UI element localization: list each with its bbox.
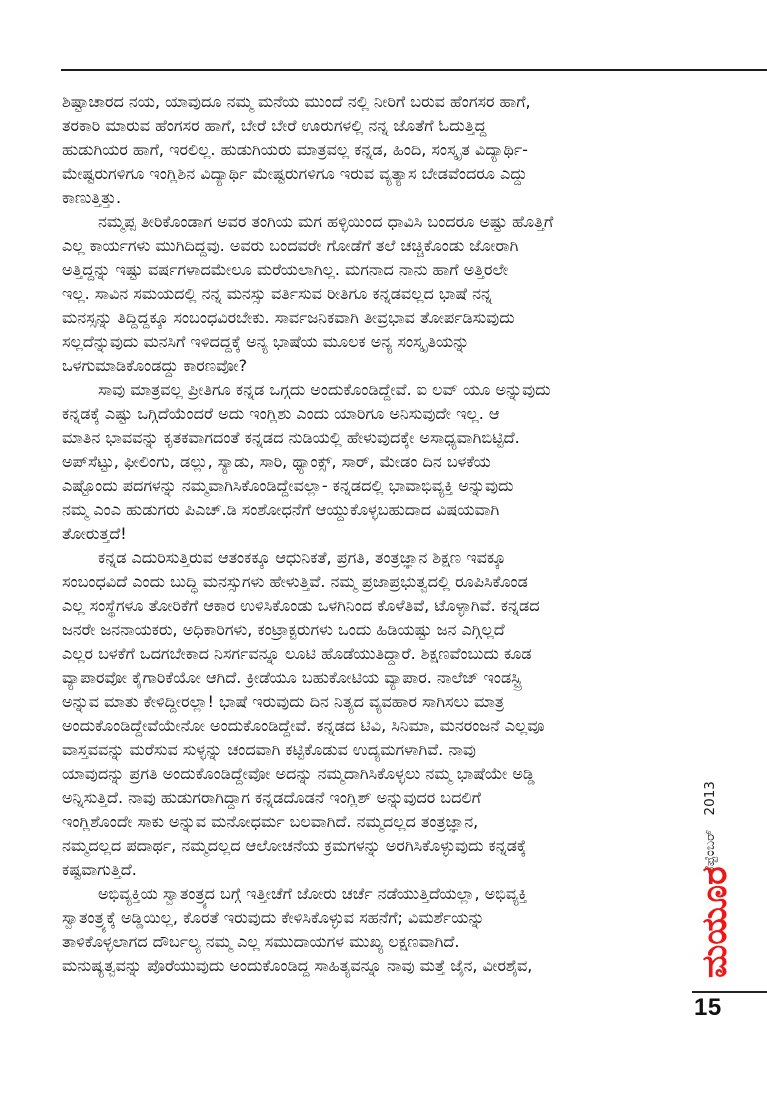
text-line: ನಮ್ಮಪ್ಪ ತೀರಿಕೊಂಡಾಗ ಅವರ ತಂಗಿಯ ಮಗ ಹಳ್ಳಿಯಿಂದ ಧಾವಿಸಿ ಬಂದರೂ ಅಷ್ಟು ಹೊತ್ತಿಗೆ (98, 212, 554, 231)
paragraph (62, 90, 752, 210)
text-line: ಇಲ್ಲ. ಸಾವಿನ ಸಮಯದಲ್ಲಿ ನನ್ನ ಮನಸ್ಸು ವರ್ತಿಸುವ ರೀತಿಗೂ ಕನ್ನಡವಲ್ಲದ ಭಾಷೆ ನನ್ನ (62, 284, 493, 303)
text-line: ಅತ್ತಿದ್ದನ್ನು ಇಷ್ಟು ವರ್ಷಗಳಾದಮೇಲೂ ಮರೆಯಲಾಗಿಲ್ಲ. ಮಗನಾದ ನಾನು ಹಾಗೆ ಅತ್ತಿರಲೇ (62, 260, 509, 279)
article-body (62, 90, 752, 978)
text-line: ಅಭಿವ್ಯಕ್ತಿಯ ಸ್ವಾತಂತ್ರ್ಯದ ಬಗ್ಗೆ ಇತ್ತೀಚೆಗೆ ಜೋರು ಚರ್ಚೆ ನಡೆಯುತ್ತಿದೆಯಲ್ಲಾ, ಅಭಿವ್ಯಕ್ತಿ (98, 884, 528, 903)
text-line: ಮನಸ್ಸನ್ನು ತಿದ್ದಿದ್ದಕ್ಕೂ ಸಂಬಂಧವಿರಬೇಕು. ಸಾರ್ವಜನಿಕವಾಗಿ ತೀವ್ರಭಾವ ತೋರ್ಪಡಿಸುವುದು (62, 308, 515, 327)
text-line: ಮೇಷ್ಟರುಗಳಿಗೂ ಇಂಗ್ಲಿಶಿನ ವಿದ್ಯಾರ್ಥಿ ಮೇಷ್ಟರುಗಳಿಗೂ ಇರುವ ವ್ಯತ್ಯಾಸ ಬೇಡವೆಂದರೂ ಎದ್ದು (62, 164, 528, 183)
text-line: ವಾಸ್ತವವನ್ನು ಮರೆಸುವ ಸುಳ್ಳನ್ನು ಚಂದವಾಗಿ ಕಟ್ಟಿಕೊಡುವ ಉದ್ಯಮಗಳಾಗಿವೆ. ನಾವು (62, 740, 476, 759)
top-rule (61, 69, 767, 71)
text-line: ಮನುಷ್ಯತ್ವವನ್ನು ಪೊರೆಯುವುದು ಅಂದುಕೊಂಡಿದ್ದ ಸಾಹಿತ್ಯವನ್ನೂ ನಾವು ಮತ್ತೆ ಜೈನ, ವೀರಶೈವ, (62, 956, 533, 975)
text-line: ಎಲ್ಲ ಕಾರ್ಯಗಳು ಮುಗಿದಿದ್ದವು. ಅವರು ಬಂದವರೇ ಗೋಡೆಗೆ ತಲೆ ಚಚ್ಚಿಕೊಂಡು ಜೋರಾಗಿ (62, 236, 519, 255)
text-line: ಕಷ್ಟವಾಗುತ್ತಿದೆ. (62, 860, 137, 879)
text-line: ಶಿಷ್ಟಾಚಾರದ ನಯ, ಯಾವುದೂ ನಮ್ಮ ಮನೆಯ ಮುಂದೆ ನಲ್ಲಿ ನೀರಿಗೆ ಬರುವ ಹೆಂಗಸರ ಹಾಗೆ, (62, 92, 531, 111)
text-line: ಜನರೇ ಜನನಾಯಕರು, ಅಧಿಕಾರಿಗಳು, ಕಂಟ್ರಾಕ್ಟರುಗಳು ಒಂದು ಹಿಡಿಯಷ್ಟು ಜನ ಎಗ್ಗಿಲ್ಲದೆ (62, 620, 505, 639)
text-line: ಸಲ್ಲದೆನ್ನುವುದು ಮನಸಿಗೆ ಇಳಿದದ್ದಕ್ಕೆ ಅನ್ಯ ಭಾಷೆಯ ಮೂಲಕ ಅನ್ಯ ಸಂಸ್ಕೃತಿಯನ್ನು (62, 332, 470, 351)
text-line: ಒಳಗುಮಾಡಿಕೊಂಡದ್ದು ಕಾರಣವೋ? (62, 356, 248, 375)
magazine-logo: ಮಯೂರ (695, 866, 735, 978)
paragraph (62, 210, 752, 378)
text-line: ಯಾವುದನ್ನು ಪ್ರಗತಿ ಅಂದುಕೊಂಡಿದ್ದೇವೋ ಅದನ್ನು ನಮ್ಮದಾಗಿಸಿಕೊಳ್ಳಲು ನಮ್ಮ ಭಾಷೆಯೇ ಅಡ್ಡಿ (62, 764, 535, 783)
text-line: ಕಾಣುತ್ತಿತ್ತು. (62, 188, 122, 207)
page-number: 15 (694, 994, 722, 1021)
text-line: ಹುಡುಗಿಯರ ಹಾಗೆ, ಇರಲಿಲ್ಲ. ಹುಡುಗಿಯರು ಮಾತ್ರವಲ್ಲ ಕನ್ನಡ, ಹಿಂದಿ, ಸಂಸ್ಕೃತ ವಿದ್ಯಾರ್ಥಿ- (62, 140, 528, 159)
text-line: ಇಂಗ್ಲಿಶೊಂದೇ ಸಾಕು ಅನ್ನುವ ಮನೋಧರ್ಮ ಬಲವಾಗಿದೆ. ನಮ್ಮದಲ್ಲದ ತಂತ್ರಜ್ಞಾನ, (62, 812, 479, 831)
text-line: ತಾಳಿಕೊಳ್ಳಲಾಗದ ದೌರ್ಬಲ್ಯ ನಮ್ಮ ಎಲ್ಲ ಸಮುದಾಯಗಳ ಮುಖ್ಯ ಲಕ್ಷಣವಾಗಿದೆ. (62, 932, 460, 951)
text-line: ಎಲ್ಲರ ಬಳಕೆಗೆ ಒದಗಬೇಕಾದ ನಿಸರ್ಗವನ್ನೂ ಲೂಟಿ ಹೊಡೆಯುತಿದ್ದಾರೆ. ಶಿಕ್ಷಣವೆಂಬುದು ಕೂಡ (62, 644, 532, 663)
page-number-rule (692, 991, 767, 993)
text-line: ವ್ಯಾಪಾರವೋ ಕೈಗಾರಿಕೆಯೋ ಆಗಿದೆ. ಕ್ರೀಡೆಯೂ ಬಹುಕೋಟಿಯ ವ್ಯಾಪಾರ. ನಾಲೆಜ್ ಇಂಡಸ್ಟ್ರಿ (62, 668, 522, 687)
text-line: ಅನ್ನಿಸುತ್ತಿದೆ. ನಾವು ಹುಡುಗರಾಗಿದ್ದಾಗ ಕನ್ನಡದೊಡನೆ ಇಂಗ್ಲಿಶ್ ಅನ್ನುವುದರ ಬದಲಿಗೆ (62, 788, 481, 807)
text-line: ಎಷ್ಟೊಂದು ಪದಗಳನ್ನು ನಮ್ಮವಾಗಿಸಿಕೊಂಡಿದ್ದೇವಲ್ಲಾ- ಕನ್ನಡದಲ್ಲಿ ಭಾವಾಭಿವ್ಯಕ್ತಿ ಅನ್ನುವುದು (62, 476, 514, 495)
text-line: ಸಾವು ಮಾತ್ರವಲ್ಲ ಪ್ರೀತಿಗೂ ಕನ್ನಡ ಒಗ್ಗದು ಅಂದುಕೊಂಡಿದ್ದೇವೆ. ಐ ಲವ್ ಯೂ ಅನ್ನುವುದು (98, 380, 551, 399)
text-line: ಎಲ್ಲ ಸಂಸ್ಥೆಗಳೂ ತೋರಿಕೆಗೆ ಆಕಾರ ಉಳಿಸಿಕೊಂಡು ಒಳಗಿನಿಂದ ಕೊಳೆತಿವೆ, ಟೊಳ್ಳಾಗಿವೆ. ಕನ್ನಡದ (62, 596, 540, 615)
text-line: ಅಪ್‌ಸೆಟ್ಟು, ಫೀಲಿಂಗು, ಡಲ್ಲು, ಸ್ಯಾಡು, ಸಾರಿ, ಥ್ಯಾಂಕ್ಸ್, ಸಾರ್, ಮೇಡಂ ದಿನ ಬಳಕೆಯ (62, 452, 491, 471)
text-line: ಸಂಬಂಧವಿದೆ ಎಂದು ಬುದ್ಧಿ ಮನಸ್ಸುಗಳು ಹೇಳುತ್ತಿವೆ. ನಮ್ಮ ಪ್ರಜಾಪ್ರಭುತ್ವದಲ್ಲಿ ರೂಪಿಸಿಕೊಂಡ (62, 572, 528, 591)
text-line: ಅನ್ನುವ ಮಾತು ಕೇಳಿದ್ದೀರಲ್ಲಾ! ಭಾಷೆ ಇರುವುದು ದಿನ ನಿತ್ಯದ ವ್ಯವಹಾರ ಸಾಗಿಸಲು ಮಾತ್ರ (62, 692, 505, 711)
spine-issue-date (700, 762, 720, 874)
spine-issue-year: 2013 (702, 781, 718, 816)
text-line: ಕನ್ನಡಕ್ಕೆ ಎಷ್ಟು ಒಗ್ಗಿದೆಯೆಂದರೆ ಅದು ಇಂಗ್ಲಿಶು ಎಂದು ಯಾರಿಗೂ ಅನಿಸುವುದೇ ಇಲ್ಲ. ಆ (62, 404, 500, 423)
paragraph (62, 378, 752, 546)
text-line: ಸ್ವಾತಂತ್ರ್ಯಕ್ಕೆ ಅಡ್ಡಿಯಿಲ್ಲ, ಕೊರತೆ ಇರುವುದು ಕೇಳಿಸಿಕೊಳ್ಳುವ ಸಹನೆಗೆ; ವಿಮರ್ಶೆಯನ್ನು (62, 908, 485, 927)
text-line: ನಮ್ಮದಲ್ಲದ ಪದಾರ್ಥ, ನಮ್ಮದಲ್ಲದ ಆಲೋಚನೆಯ ಕ್ರಮಗಳನ್ನು ಅರಗಿಸಿಕೊಳ್ಳುವುದು ಕನ್ನಡಕ್ಕೆ (62, 836, 527, 855)
paragraph (62, 546, 752, 882)
text-line: ಅಂದುಕೊಂಡಿದ್ದೇವೆಯೇನೋ ಅಂದುಕೊಂಡಿದ್ದೇವೆ. ಕನ್ನಡದ ಟಿವಿ, ಸಿನಿಮಾ, ಮನರಂಜನೆ ಎಲ್ಲವೂ (62, 716, 545, 735)
spine-issue-month: ಸೆಪ್ಟೆಂಬರ್ (702, 829, 718, 874)
text-line: ಮಾತಿನ ಭಾವವನ್ನು ಕೃತಕವಾಗದಂತೆ ಕನ್ನಡದ ನುಡಿಯಲ್ಲಿ ಹೇಳುವುದಕ್ಕೇ ಅಸಾಧ್ಯವಾಗಿಬಿಟ್ಟಿದೆ. (62, 428, 520, 447)
text-line: ತರಕಾರಿ ಮಾರುವ ಹೆಂಗಸರ ಹಾಗೆ, ಬೇರೆ ಬೇರೆ ಊರುಗಳಲ್ಲಿ ನನ್ನ ಜೊತೆಗೆ ಓದುತ್ತಿದ್ದ (62, 116, 487, 135)
text-line: ಕನ್ನಡ ಎದುರಿಸುತ್ತಿರುವ ಆತಂಕಕ್ಕೂ ಆಧುನಿಕತೆ, ಪ್ರಗತಿ, ತಂತ್ರಜ್ಞಾನ ಶಿಕ್ಷಣ ಇವಕ್ಕೂ (98, 548, 506, 567)
text-line: ನಮ್ಮ ಎಂಎ ಹುಡುಗರು ಪಿಎಚ್.ಡಿ ಸಂಶೋಧನೆಗೆ ಆಯ್ದುಕೊಳ್ಳಬಹುದಾದ ವಿಷಯವಾಗಿ (62, 500, 500, 519)
text-line: ತೋರುತ್ತದೆ! (62, 524, 127, 543)
